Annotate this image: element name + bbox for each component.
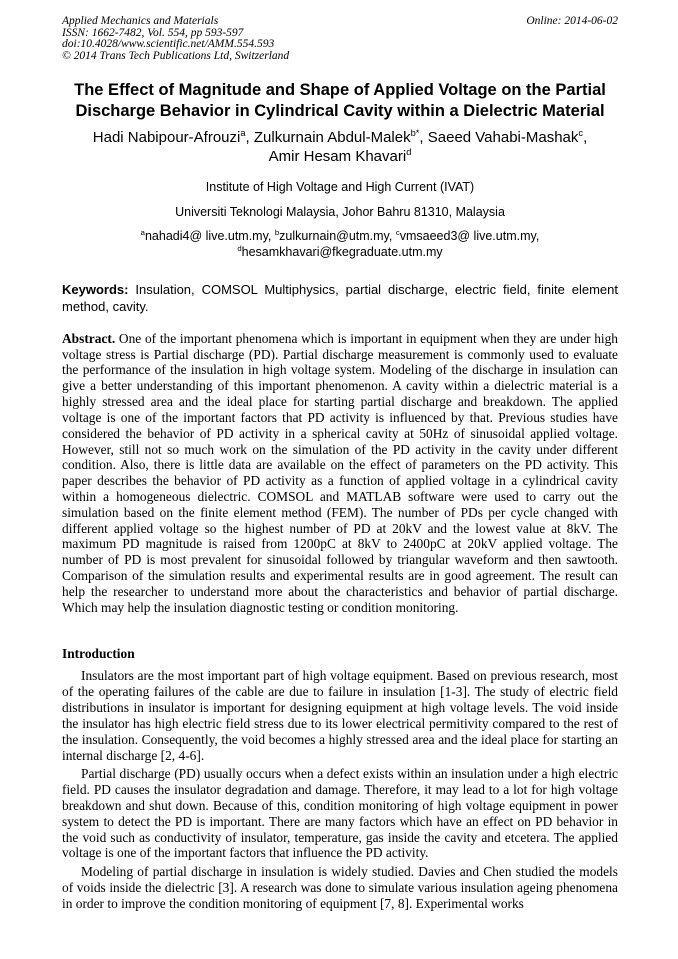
author-separator: , xyxy=(583,129,588,147)
author-separator: , xyxy=(419,129,428,147)
abstract-block xyxy=(62,331,618,616)
author-list xyxy=(62,129,618,167)
author-affiliation-mark: a xyxy=(240,128,246,139)
introduction-heading: Introduction xyxy=(62,646,135,662)
doi-line: doi:10.4028/www.scientific.net/AMM.554.593 xyxy=(62,38,275,51)
journal-header xyxy=(62,16,618,63)
affiliation-university: Universiti Teknologi Malaysia, Johor Bahru 81310, Malaysia xyxy=(175,204,505,219)
journal-name: Applied Mechanics and Materials xyxy=(62,15,219,27)
author-affiliation-mark: b* xyxy=(410,128,420,139)
introduction-paragraph: Modeling of partial discharge in insulation is widely studied. Davies and Chen studied the models of voids inside the dielectric [3]. A research was done to simulate various insulation ageing phenomena in order to improve the condition monitoring of equipment [7, 8]. Experimental works xyxy=(62,864,618,911)
email-affiliation-mark: d xyxy=(237,244,242,254)
author-name: Amir Hesam Khavari xyxy=(268,147,407,165)
keywords-text: Insulation, COMSOL Multiphysics, partial discharge, electric field, finite element method, cavity. xyxy=(62,282,618,314)
email-affiliation-mark: b xyxy=(274,227,280,237)
keywords-block xyxy=(62,282,618,315)
email-address: vmsaeed3@ live.utm.my, xyxy=(399,228,540,243)
introduction-paragraph: Partial discharge (PD) usually occurs when a defect exists within an insulation under a high electric field. PD causes the insulator degradation and damage. Therefore, it may lead to a lot for high voltage breakdown and shut down. Because of this, condition monitoring of high voltage equipment in power system to detect the PD is important. There are many factors which have an effect on PD behavior in the void such as conductivity of insulator, temperature, gas inside the cavity and etcetera. The applied voltage is one of the important factors that influence the PD activity. xyxy=(62,766,618,861)
author-affiliation-mark: c xyxy=(578,128,584,139)
introduction-paragraph: Insulators are the most important part of high voltage equipment. Based on previous research, most of the operating failures of the cable are due to failure in insulation [1-3]. The study of electric field distributions in insulator is important for designing equipment at high voltage levels. The void inside the insulator has high electric field stress due to its lower electrical permitivity compared to the rest of the insulation. Consequently, the void becomes a highly stressed area and the ideal place for starting an internal discharge [2, 4-6]. xyxy=(62,668,618,763)
email-affiliation-mark: a xyxy=(140,227,145,237)
keywords-label: Keywords: xyxy=(62,282,129,298)
email-address: hesamkhavari@fkegraduate.utm.my xyxy=(241,245,443,260)
copyright-line: © 2014 Trans Tech Publications Ltd, Switzerland xyxy=(62,50,290,63)
author-affiliation-mark: d xyxy=(406,146,412,157)
author-emails xyxy=(62,228,618,262)
author-name: Zulkurnain Abdul-Malek xyxy=(253,129,411,147)
abstract-label: Abstract. xyxy=(62,330,116,346)
email-address: nahadi4@ live.utm.my, xyxy=(144,228,275,243)
email-affiliation-mark: c xyxy=(395,227,400,237)
online-date: Online: 2014-06-02 xyxy=(526,15,618,27)
issn-volume-pages: ISSN: 1662-7482, Vol. 554, pp 593-597 xyxy=(62,26,244,39)
email-address: zulkurnain@utm.my, xyxy=(279,228,396,243)
paper-title: The Effect of Magnitude and Shape of Applied Voltage on the Partial Discharge Behavior in Cylindrical Cavity within a Dielectric Material xyxy=(74,80,606,120)
abstract-text: One of the important phenomena which is important in equipment when they are under high voltage stress is Partial discharge (PD). Partial discharge measurement is commonly used to evaluate the performance of the insulation in high voltage system. Modeling of the discharge in insulation can give a better understanding of this important phenomenon. A cavity within a dielectric material is a highly stressed area and the ideal place for starting partial discharge and breakdown. The applied voltage is one of the important factors that PD activity is influenced by that. Previous studies have considered the behavior of PD activity in a spherical cavity at 50Hz of sinusoidal applied voltage. However, still not so much work on the simulation of the PD activity in the cavity under different condition. Also, there is little data are available on the effect of parameters on the PD activity. This paper describes the behavior of PD activity as a function of applied voltage in a cylindrical cavity within a homogeneous dielectric. COMSOL and MATLAB software were used to carry out the simulation based on the finite element method (FEM). The number of PDs per cycle changed with different applied voltage so the highest number of PD at 20kV and the lowest value at 8kV. The maximum PD magnitude is raised from 1200pC at 8kV to 2400pC at 20kV applied voltage. The number of PD is most prevalent for sinusoidal followed by triangular waveform and then sawtooth. Comparison of the simulation results and experimental results are in good agreement. The result can help the researcher to understand more about the characteristics and behavior of partial discharge. Which may help the insulation diagnostic testing or condition monitoring. xyxy=(62,330,618,615)
author-separator: , xyxy=(245,129,254,147)
author-name: Saeed Vahabi-Mashak xyxy=(427,129,579,147)
journal-header-left xyxy=(62,16,289,63)
affiliation-institute: Institute of High Voltage and High Current (IVAT) xyxy=(205,179,475,194)
author-name: Hadi Nabipour-Afrouzi xyxy=(92,129,241,147)
